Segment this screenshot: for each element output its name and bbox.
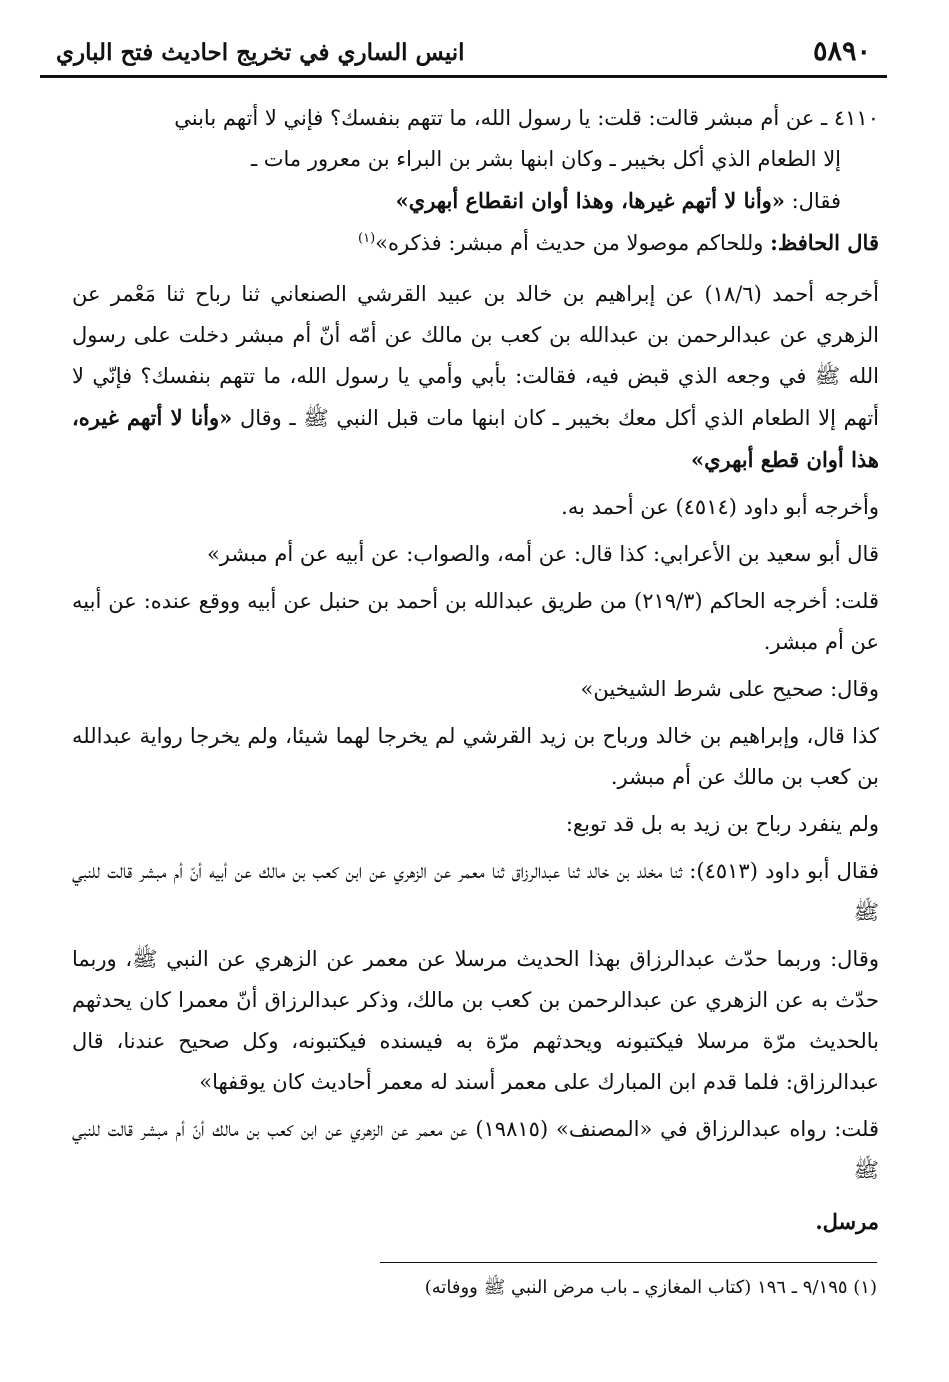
footnote-divider bbox=[380, 1262, 877, 1263]
hafiz-text: وللحاكم موصولا من حديث أم مبشر: فذكره» bbox=[375, 231, 771, 255]
hadith-block bbox=[72, 98, 879, 264]
takhrij-paragraph-6: كذا قال، وإبراهيم بن خالد ورباح بن زيد القرشي لم يخرجا لهما شيئا، ولم يخرجا رواية عبدالله بن كعب بن مالك عن أم مبشر. bbox=[72, 724, 879, 789]
takhrij-paragraph-10: قلت: رواه عبدالرزاق في «المصنف» (١٩٨١٥) عن معمر عن الزهري عن ابن كعب بن مالك أنّ أم مبشر قالت للنبي ﷺ bbox=[72, 1117, 879, 1182]
footnote-reference[interactable]: (١) bbox=[358, 231, 376, 246]
book-title: انيس الساري في تخريج احاديث فتح الباري bbox=[56, 39, 465, 66]
hadith-line-1: ٤١١٠ ـ عن أم مبشر قالت: قلت: يا رسول الله، ما تتهم بنفسك؟ فإني لا أتهم بابني bbox=[174, 106, 879, 130]
takhrij-paragraph-7: ولم ينفرد رباح بن زيد به بل قد توبع: bbox=[565, 812, 879, 836]
takhrij-paragraph-4: قلت: أخرجه الحاكم (٢١٩/٣) من طريق عبدالله بن أحمد بن حنبل عن أبيه ووقع عنده: عن أبيه عن أم مبشر. bbox=[72, 589, 879, 654]
hadith-line-2: إلا الطعام الذي أكل بخيبر ـ وكان ابنها بشر بن البراء بن معرور مات ـ bbox=[250, 147, 841, 171]
hafiz-statement bbox=[72, 222, 879, 264]
footnote-text: (١) ٩/١٩٥ ـ ١٩٦ (كتاب المغازي ـ باب مرض النبي ﷺ ووفاته) bbox=[424, 1277, 877, 1298]
takhrij-verdict: مرسل. bbox=[815, 1209, 879, 1234]
hadith-line-3-prefix: فقال: bbox=[784, 189, 841, 213]
takhrij-paragraph-1-text: أخرجه أحمد (١٨/٦) عن إبراهيم بن خالد بن عبيد القرشي الصنعاني ثنا رباح ثنا مَعْمر عن الزهري عن عبدالرحمن بن عبدالله بن كعب بن مالك عن أمّه أنّ أم مبشر دخلت على رسول الله ﷺ في وجعه الذي قبض فيه، فقالت: بأبي وأمي يا رسول الله، ما تتهم بنفسك؟ فإنّي لا أتهم إلا الطعام الذي أكل معك بخيبر ـ كان ابنها مات قبل النبي ﷺ ـ وقال bbox=[72, 282, 880, 430]
takhrij-paragraph-3: قال أبو سعيد بن الأعرابي: كذا قال: عن أمه، والصواب: عن أبيه عن أم مبشر» bbox=[206, 542, 879, 566]
hadith-line-3 bbox=[72, 180, 879, 222]
page-header bbox=[40, 30, 887, 78]
takhrij-paragraph-1 bbox=[72, 274, 879, 481]
page-number: ٥٨٩٠ bbox=[812, 36, 871, 67]
takhrij-paragraph-2: وأخرجه أبو داود (٤٥١٤) عن أحمد به. bbox=[561, 495, 879, 519]
takhrij-paragraph-8: فقال أبو داود (٤٥١٣): ثنا مخلد بن خالد ثنا عبدالرزاق ثنا معمر عن الزهري عن ابن كعب بن مالك عن أبيه أنّ أم مبشر قالت للنبي ﷺ bbox=[72, 859, 879, 924]
takhrij-paragraph-1-matn: «وأنا لا أتهم غيره، هذا أوان قطع أبهري» bbox=[72, 405, 879, 472]
hafiz-label: قال الحافظ: bbox=[770, 230, 879, 255]
hadith-matn: «وأنا لا أتهم غيرها، وهذا أوان انقطاع أبهري» bbox=[395, 188, 785, 213]
takhrij-paragraph-5: وقال: صحيح على شرط الشيخين» bbox=[580, 677, 879, 701]
header-divider bbox=[40, 75, 887, 78]
takhrij-paragraph-9: وقال: وربما حدّث عبدالرزاق بهذا الحديث مرسلا عن معمر عن الزهري عن النبي ﷺ، وربما حدّث به عن الزهري عن عبدالرحمن بن كعب بن مالك، وذكر عبدالرزاق أنّ معمرا كان يحدثهم بالحديث مرّة مرسلا فيكتبونه ويحدثهم مرّة به فيسنده فيكتبونه، وكل صحيح عندنا، قال عبدالرزاق: فلما قدم ابن المبارك على معمر أسند له معمر أحاديث كان يوقفها» bbox=[72, 947, 879, 1094]
page-body bbox=[72, 98, 879, 1248]
